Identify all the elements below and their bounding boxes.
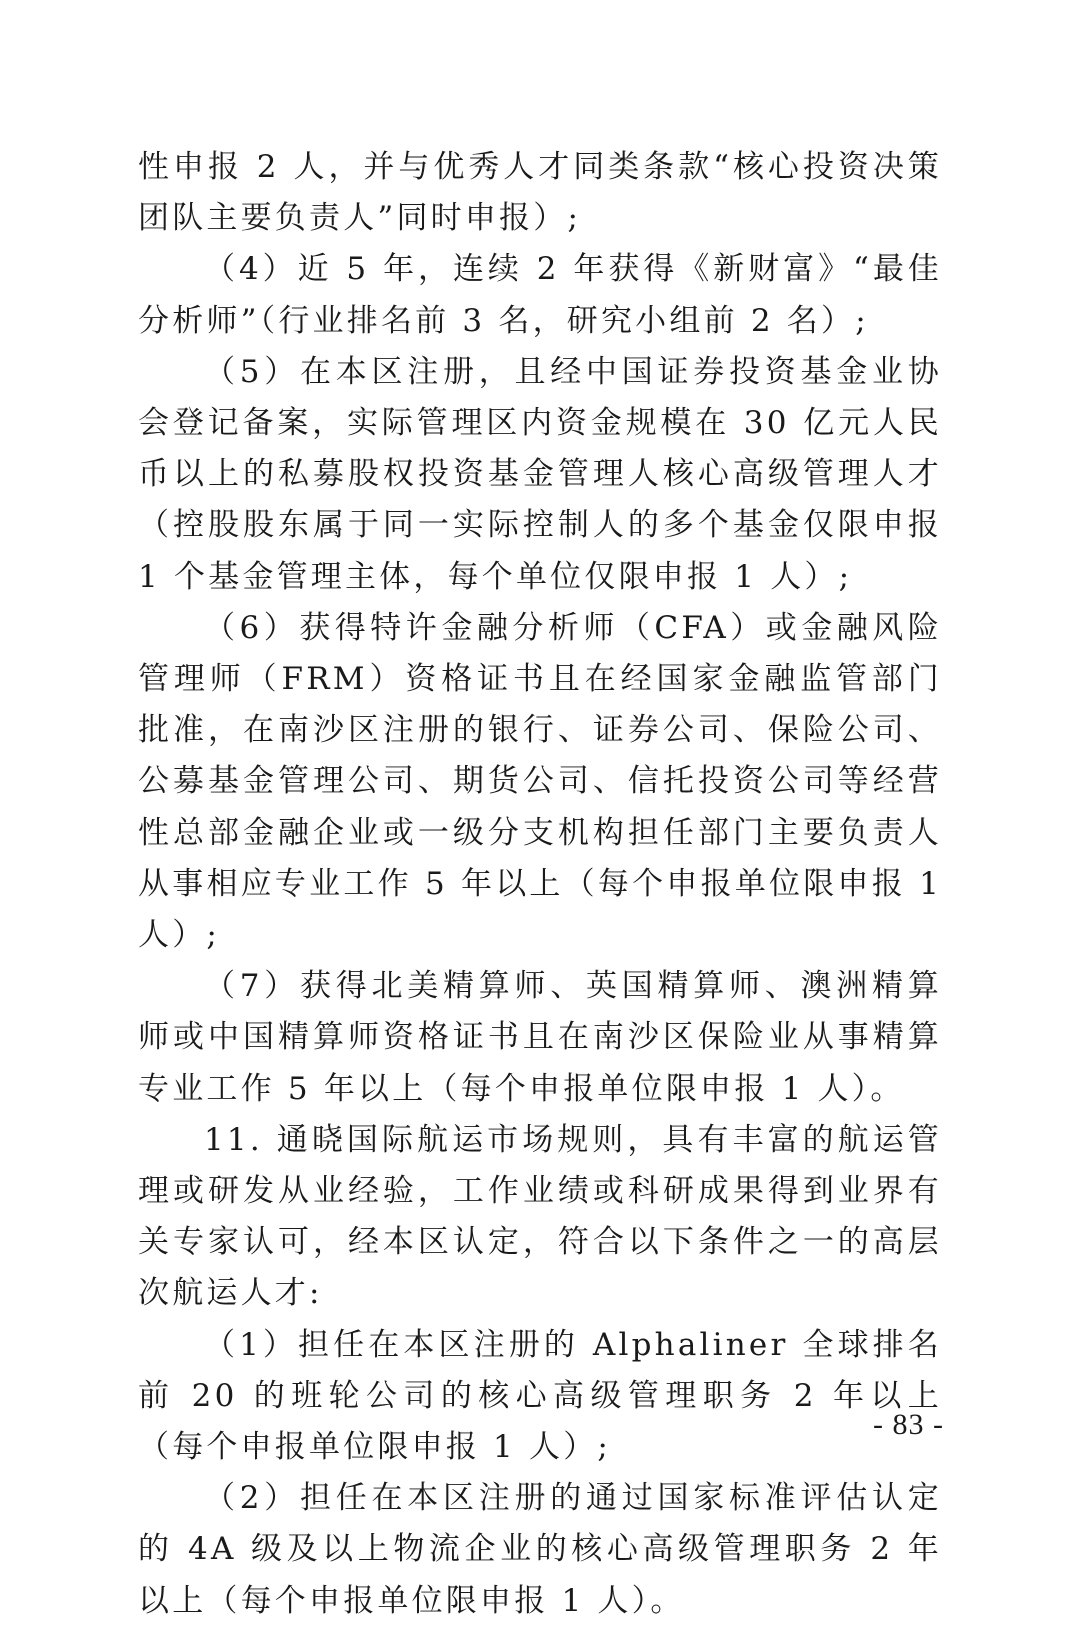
document-body <box>138 142 942 1627</box>
page-number: - 83 - <box>873 1408 944 1441</box>
paragraph-item-6: （6）获得特许金融分析师（CFA）或金融风险管理师（FRM）资格证书且在经国家金融监管部门批准，在南沙区注册的银行、证券公司、保险公司、公募基金管理公司、期货公司、信托投资公司等经营性总部金融企业或一级分支机构担任部门主要负责人从事相应专业工作 5 年以上（每个申报单位限申报 1 人）; <box>138 609 942 954</box>
paragraph-section-11-item-1: （1）担任在本区注册的 Alphaliner 全球排名前 20 的班轮公司的核心高级管理职务 2 年以上（每个申报单位限申报 1 人）; <box>138 1326 942 1466</box>
paragraph-item-4: （4）近 5 年，连续 2 年获得《新财富》“最佳分析师”（行业排名前 3 名，研究小组前 2 名）; <box>138 251 942 339</box>
paragraph-continuation: 性申报 2 人，并与优秀人才同类条款“核心投资决策团队主要负责人”同时申报）; <box>138 149 942 237</box>
paragraph-item-5: （5）在本区注册，且经中国证券投资基金业协会登记备案，实际管理区内资金规模在 30 亿元人民币以上的私募股权投资基金管理人核心高级管理人才（控股股东属于同一实际控制人的多个基金仅限申报 1 个基金管理主体，每个单位仅限申报 1 人）; <box>138 353 942 595</box>
paragraph-section-11: 11. 通晓国际航运市场规则，具有丰富的航运管理或研发从业经验，工作业绩或科研成果得到业界有关专家认可，经本区认定，符合以下条件之一的高层次航运人才: <box>138 1121 942 1312</box>
paragraph-item-7: （7）获得北美精算师、英国精算师、澳洲精算师或中国精算师资格证书且在南沙区保险业从事精算专业工作 5 年以上（每个申报单位限申报 1 人）。 <box>138 968 942 1107</box>
paragraph-section-11-item-2: （2）担任在本区注册的通过国家标准评估认定的 4A 级及以上物流企业的核心高级管理职务 2 年以上（每个申报单位限申报 1 人）。 <box>138 1480 942 1619</box>
